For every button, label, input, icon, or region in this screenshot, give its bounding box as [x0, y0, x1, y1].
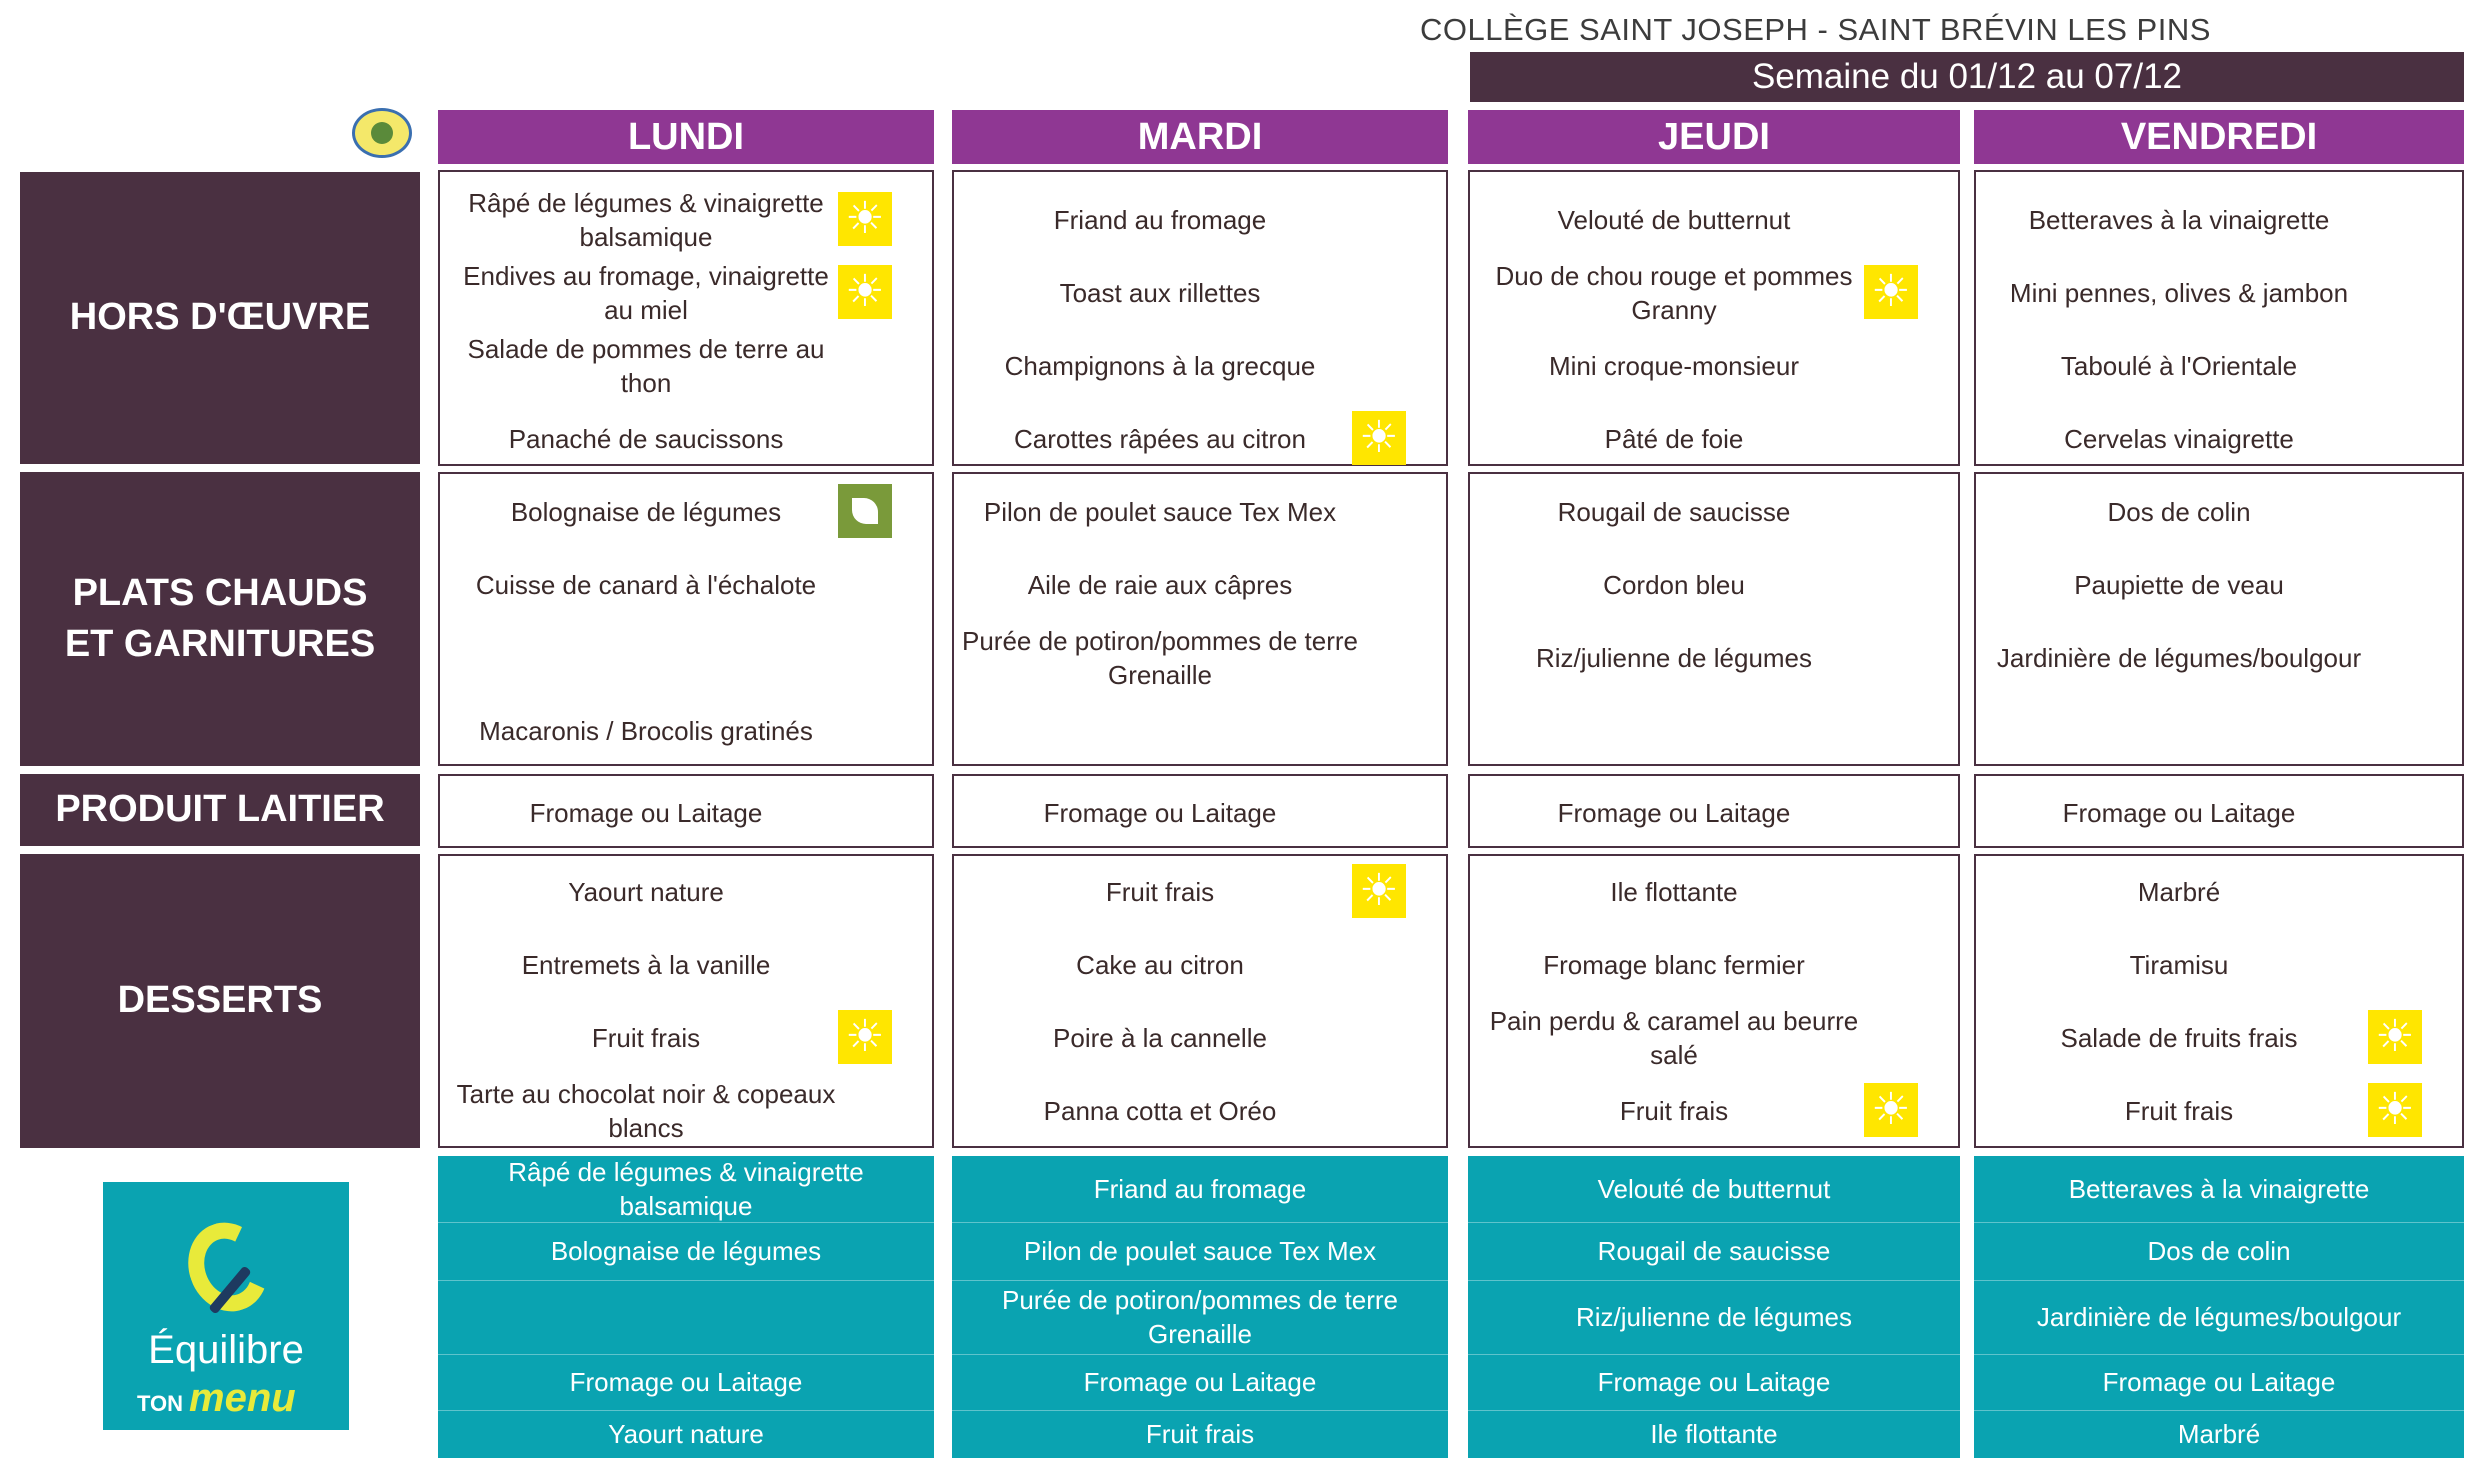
menu-item: Friand au fromage [1053, 205, 1267, 235]
equilibre-menu-vendredi [1974, 1156, 2464, 1458]
menu-item: Duo de chou rouge et pommes Granny [1495, 261, 1853, 325]
school-name: COLLÈGE SAINT JOSEPH - SAINT BRÉVIN LES PINS [1420, 12, 2211, 47]
day-header-lundi: LUNDI [438, 110, 934, 164]
sun-icon: ☀ [2368, 1010, 2422, 1064]
menu-item: Riz/julienne de légumes [1535, 643, 1813, 673]
equilibre-ton-menu-logo [103, 1182, 349, 1430]
category-desserts: DESSERTS [20, 854, 420, 1148]
equilibre-item: Velouté de butternut [1597, 1174, 1831, 1204]
menu-cell-plats-mardi [952, 472, 1448, 766]
equilibre-item: Friand au fromage [1093, 1174, 1307, 1204]
menu-item: Entremets à la vanille [521, 950, 771, 980]
sun-icon: ☀ [838, 192, 892, 246]
menu-item: Fruit frais [2124, 1096, 2234, 1126]
equilibre-item: Bolognaise de légumes [550, 1236, 822, 1266]
menu-cell-hors-lundi [438, 170, 934, 466]
sun-icon: ☀ [1864, 1083, 1918, 1137]
equilibre-item: Yaourt nature [608, 1419, 764, 1449]
equilibre-item: Fromage ou Laitage [569, 1367, 803, 1397]
logo-title: Équilibre [148, 1328, 304, 1372]
menu-item: Ile flottante [1610, 877, 1738, 907]
sun-icon: ☀ [1352, 864, 1406, 918]
menu-item: Cuisse de canard à l'échalote [475, 570, 817, 600]
equilibre-item: Ile flottante [1650, 1419, 1778, 1449]
equilibre-menu-lundi [438, 1156, 934, 1458]
logo-menu: menu [189, 1376, 296, 1420]
menu-item: Marbré [2137, 877, 2221, 907]
menu-item: Toast aux rillettes [1059, 278, 1261, 308]
day-header-vendredi: VENDREDI [1974, 110, 2464, 164]
equilibre-item: Riz/julienne de légumes [1575, 1302, 1853, 1332]
sun-icon: ☀ [2368, 1083, 2422, 1137]
menu-item: Champignons à la grecque [1004, 351, 1316, 381]
menu-item: Panaché de saucissons [508, 424, 784, 454]
menu-item: Endives au fromage, vinaigrette au miel [463, 261, 829, 325]
equilibre-item: Fromage ou Laitage [2102, 1367, 2336, 1397]
equilibre-item: Dos de colin [2147, 1236, 2291, 1266]
menu-cell-laitier-jeudi [1468, 774, 1960, 848]
menu-item: Tiramisu [2129, 950, 2229, 980]
equilibre-item: Râpé de légumes & vinaigrette balsamique [508, 1157, 864, 1221]
category-hors-doeuvre: HORS D'ŒUVRE [20, 172, 420, 464]
equilibre-item: Betteraves à la vinaigrette [2068, 1174, 2370, 1204]
menu-item: Taboulé à l'Orientale [2060, 351, 2298, 381]
menu-item: Purée de potiron/pommes de terre Grenaille [962, 626, 1358, 690]
menu-item: Rougail de saucisse [1557, 497, 1791, 527]
logo-ton: TON [137, 1391, 184, 1416]
menu-item: Paupiette de veau [2074, 570, 2284, 600]
menu-item: Mini croque-monsieur [1549, 351, 1799, 381]
menu-item: Pain perdu & caramel au beurre salé [1489, 1006, 1859, 1070]
menu-cell-desserts-vendredi [1974, 854, 2464, 1148]
menu-item: Fromage ou Laitage [2062, 798, 2296, 828]
category-produit-laitier: PRODUIT LAITIER [20, 774, 420, 846]
menu-cell-hors-mardi [952, 170, 1448, 466]
menu-item: Pâté de foie [1604, 424, 1744, 454]
logo-c-icon [176, 1211, 280, 1322]
menu-cell-hors-jeudi [1468, 170, 1960, 466]
menu-cell-laitier-vendredi [1974, 774, 2464, 848]
equilibre-item: Fruit frais [1145, 1419, 1255, 1449]
equilibre-menu-jeudi [1468, 1156, 1960, 1458]
menu-item: Fruit frais [1619, 1096, 1729, 1126]
equilibre-item: Fromage ou Laitage [1083, 1367, 1317, 1397]
menu-item: Cordon bleu [1603, 570, 1745, 600]
equilibre-item: Jardinière de légumes/boulgour [2036, 1302, 2402, 1332]
equilibre-item: Pilon de poulet sauce Tex Mex [1023, 1236, 1377, 1266]
menu-cell-desserts-jeudi [1468, 854, 1960, 1148]
menu-item: Poire à la cannelle [1053, 1023, 1267, 1053]
menu-item: Tarte au chocolat noir & copeaux blancs [456, 1079, 836, 1143]
equilibre-item: Rougail de saucisse [1597, 1236, 1831, 1266]
menu-cell-hors-vendredi [1974, 170, 2464, 466]
menu-item: Dos de colin [2107, 497, 2251, 527]
menu-item: Râpé de légumes & vinaigrette balsamique [468, 188, 824, 252]
menu-item: Carottes râpées au citron [1014, 424, 1306, 454]
menu-item: Betteraves à la vinaigrette [2028, 205, 2330, 235]
menu-item: Fromage blanc fermier [1543, 950, 1805, 980]
menu-item: Salade de pommes de terre au thon [467, 334, 825, 398]
menu-item: Cake au citron [1076, 950, 1244, 980]
sun-icon: ☀ [1864, 265, 1918, 319]
menu-item: Fruit frais [1105, 877, 1215, 907]
menu-cell-desserts-lundi [438, 854, 934, 1148]
equilibre-menu-mardi [952, 1156, 1448, 1458]
menu-cell-laitier-mardi [952, 774, 1448, 848]
menu-item: Macaronis / Brocolis gratinés [479, 716, 813, 746]
menu-item: Salade de fruits frais [2060, 1023, 2298, 1053]
menu-cell-desserts-mardi [952, 854, 1448, 1148]
equilibre-item: Marbré [2177, 1419, 2261, 1449]
category-plats-chauds: PLATS CHAUDS ET GARNITURES [20, 472, 420, 766]
menu-item: Cervelas vinaigrette [2064, 424, 2294, 454]
day-header-mardi: MARDI [952, 110, 1448, 164]
menu-item: Fromage ou Laitage [529, 798, 763, 828]
sun-icon: ☀ [838, 265, 892, 319]
menu-item: Panna cotta et Oréo [1043, 1096, 1277, 1126]
menu-item: Pilon de poulet sauce Tex Mex [983, 497, 1337, 527]
menu-cell-plats-vendredi [1974, 472, 2464, 766]
menu-item: Mini pennes, olives & jambon [2009, 278, 2349, 308]
menu-cell-laitier-lundi [438, 774, 934, 848]
equilibre-item: Fromage ou Laitage [1597, 1367, 1831, 1397]
menu-item: Aile de raie aux câpres [1027, 570, 1293, 600]
school-logo [352, 108, 412, 158]
leaf-icon [838, 484, 892, 538]
equilibre-item: Purée de potiron/pommes de terre Grenaille [1002, 1285, 1398, 1349]
menu-item: Fromage ou Laitage [1043, 798, 1277, 828]
menu-item: Velouté de butternut [1557, 205, 1791, 235]
equilibre-item [438, 1280, 934, 1354]
menu-item: Jardinière de légumes/boulgour [1996, 643, 2362, 673]
menu-item: Bolognaise de légumes [510, 497, 782, 527]
sun-icon: ☀ [838, 1010, 892, 1064]
menu-item: Fruit frais [591, 1023, 701, 1053]
sun-icon: ☀ [1352, 411, 1406, 465]
menu-cell-plats-jeudi [1468, 472, 1960, 766]
menu-item: Yaourt nature [568, 877, 724, 907]
menu-cell-plats-lundi [438, 472, 934, 766]
week-range: Semaine du 01/12 au 07/12 [1470, 52, 2464, 102]
menu-item: Fromage ou Laitage [1557, 798, 1791, 828]
day-header-jeudi: JEUDI [1468, 110, 1960, 164]
